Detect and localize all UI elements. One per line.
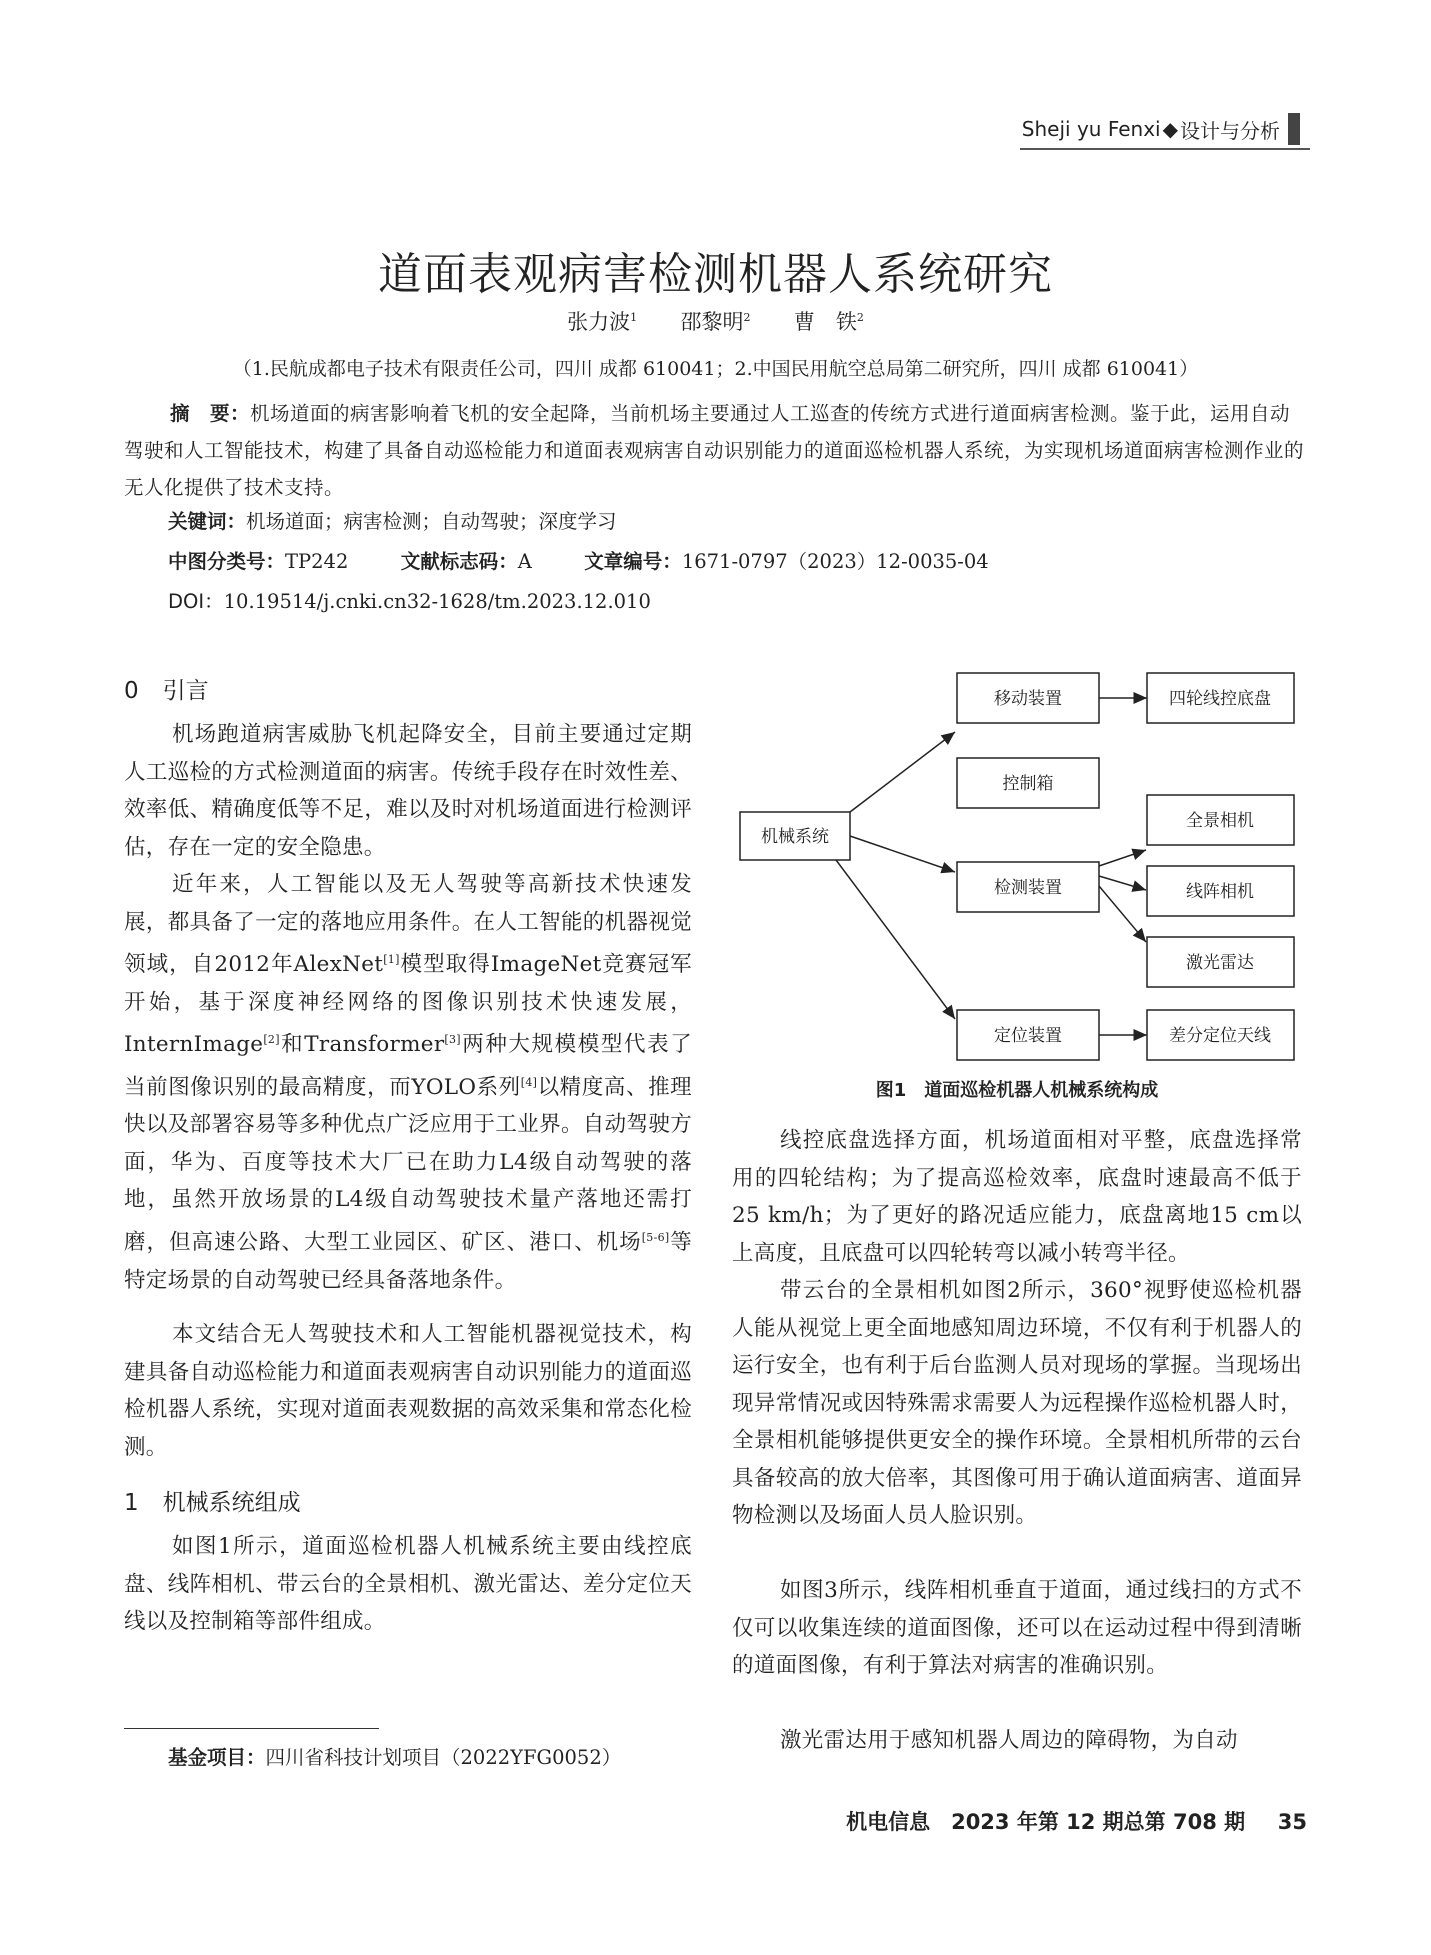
paragraph: 机场跑道病害威胁飞机起降安全，目前主要通过定期人工巡检的方式检测道面的病害。传统手段存在时效性差、效率低、精确度低等不足，难以及时对机场道面进行检测评估，存在一定的安全隐患。 xyxy=(124,722,692,860)
keywords xyxy=(168,506,617,534)
author: 张力波$^1$ xyxy=(567,310,638,334)
affiliation: （1.民航成都电子技术有限责任公司，四川 成都 610041；2.中国民用航空总局第二研究所，四川 成都 610041） xyxy=(232,358,1199,380)
header-running-title: Sheji yu Fenxi xyxy=(1021,117,1161,141)
keywords-label: 关键词： xyxy=(168,510,247,533)
abstract-label: 摘 要： xyxy=(170,402,251,425)
node-chassis: 四轮线控底盘 xyxy=(1169,689,1271,709)
section-heading-0: 0 引言 xyxy=(124,678,209,704)
abstract-text: 机场道面的病害影响着飞机的安全起降，当前机场主要通过人工巡查的传统方式进行道面病害检测。鉴于此，运用自动驾驶和人工智能技术，构建了具备自动巡检能力和道面表观病害自动识别能力的道面巡检机器人系统，为实现机场道面病害检测作业的无人化提供了技术支持。 xyxy=(124,402,1305,499)
running-header xyxy=(1022,113,1300,145)
node-locate: 定位装置 xyxy=(994,1026,1062,1046)
paragraph: 近年来，人工智能以及无人驾驶等高新技术快速发展，都具备了一定的落地应用条件。在人工智能的机器视觉领域，自2012年AlexNet[1]模型取得ImageNet竞赛冠军开始，基于深度神经网络的图像识别技术快速发展，InternImage[2]和Transformer[3]两种大规模模型代表了当前图像识别的最高精度，而YOLO系列[4]以精度高、推理快以及部署容易等多种优点广泛应用于工业界。自动驾驶方面，华为、百度等技术大厂已在助力L4级自动驾驶的落地，虽然开放场景的L4级自动驾驶技术量产落地还需打磨，但高速公路、大型工业园区、矿区、港口、机场[5-6]等特定场景的自动驾驶已经具备落地条件。 xyxy=(124,872,692,1293)
classification-line: 中图分类号：TP242 文献标志码：A 文章编号：1671-0797（2023）12-0035-04 xyxy=(168,550,989,573)
node-detect: 检测装置 xyxy=(994,878,1062,898)
figure-1-diagram xyxy=(732,664,1302,1068)
footnote-rule xyxy=(124,1728,379,1729)
author: 邵黎明$^2$ xyxy=(680,310,751,334)
paragraph: 本文结合无人驾驶技术和人工智能机器视觉技术，构建具备自动巡检能力和道面表观病害自动识别能力的道面巡检机器人系统，实现对道面表观数据的高效采集和常态化检测。 xyxy=(124,1322,692,1460)
node-control: 控制箱 xyxy=(1002,774,1054,794)
figure-caption: 图1 道面巡检机器人机械系统构成 xyxy=(875,1080,1159,1101)
paragraph: 线控底盘选择方面，机场道面相对平整，底盘选择常用的四轮结构；为了提高巡检效率，底盘时速最高不低于25 km/h；为了更好的路况适应能力，底盘离地15 cm以上高度，且底盘可以四轮转弯以减小转弯半径。 xyxy=(732,1128,1302,1266)
paragraph: 如图3所示，线阵相机垂直于道面，通过线扫的方式不仅可以收集连续的道面图像，还可以在运动过程中得到清晰的道面图像，有利于算法对病害的准确识别。 xyxy=(732,1578,1302,1678)
node-mobile: 移动装置 xyxy=(994,689,1062,709)
node-root: 机械系统 xyxy=(761,827,829,847)
doi-line: DOI：10.19514/j.cnki.cn32-1628/tm.2023.12.010 xyxy=(168,590,651,613)
paragraph: 带云台的全景相机如图2所示，360°视野使巡检机器人能从视觉上更全面地感知周边环境，不仅有利于机器人的运行安全，也有利于后台监测人员对现场的掌握。当现场出现异常情况或因特殊需求需要人为远程操作巡检机器人时，全景相机能够提供更安全的操作环境。全景相机所带的云台具备较高的放大倍率，其图像可用于确认道面病害、道面异物检测以及场面人员人脸识别。 xyxy=(732,1278,1302,1528)
node-lidar: 激光雷达 xyxy=(1186,953,1254,973)
header-rule xyxy=(1020,148,1310,150)
node-pano: 全景相机 xyxy=(1186,811,1254,831)
paper-title: 道面表观病害检测机器人系统研究 xyxy=(378,249,1053,300)
page-footer xyxy=(846,1806,1307,1836)
page-number: 35 xyxy=(1277,1810,1307,1834)
author-list xyxy=(0,306,1431,336)
node-antenna: 差分定位天线 xyxy=(1169,1026,1271,1046)
header-section: 设计与分析 xyxy=(1180,118,1280,143)
funding-note: 基金项目：四川省科技计划项目（2022YFG0052） xyxy=(168,1746,622,1769)
paragraph: 如图1所示，道面巡检机器人机械系统主要由线控底盘、线阵相机、带云台的全景相机、激光雷达、差分定位天线以及控制箱等部件组成。 xyxy=(124,1534,692,1634)
author: 曹 铁$^2$ xyxy=(793,310,864,334)
keywords-text: 机场道面；病害检测；自动驾驶；深度学习 xyxy=(246,510,617,533)
footer-journal: 机电信息 2023 年第 12 期总第 708 期 xyxy=(846,1810,1246,1834)
abstract xyxy=(124,395,1304,506)
header-bar xyxy=(1288,113,1300,145)
paragraph: 激光雷达用于感知机器人周边的障碍物，为自动 xyxy=(780,1728,1238,1753)
section-heading-1: 1 机械系统组成 xyxy=(124,1490,301,1516)
node-line: 线阵相机 xyxy=(1186,882,1254,902)
diamond-icon: ◆ xyxy=(1162,117,1178,141)
